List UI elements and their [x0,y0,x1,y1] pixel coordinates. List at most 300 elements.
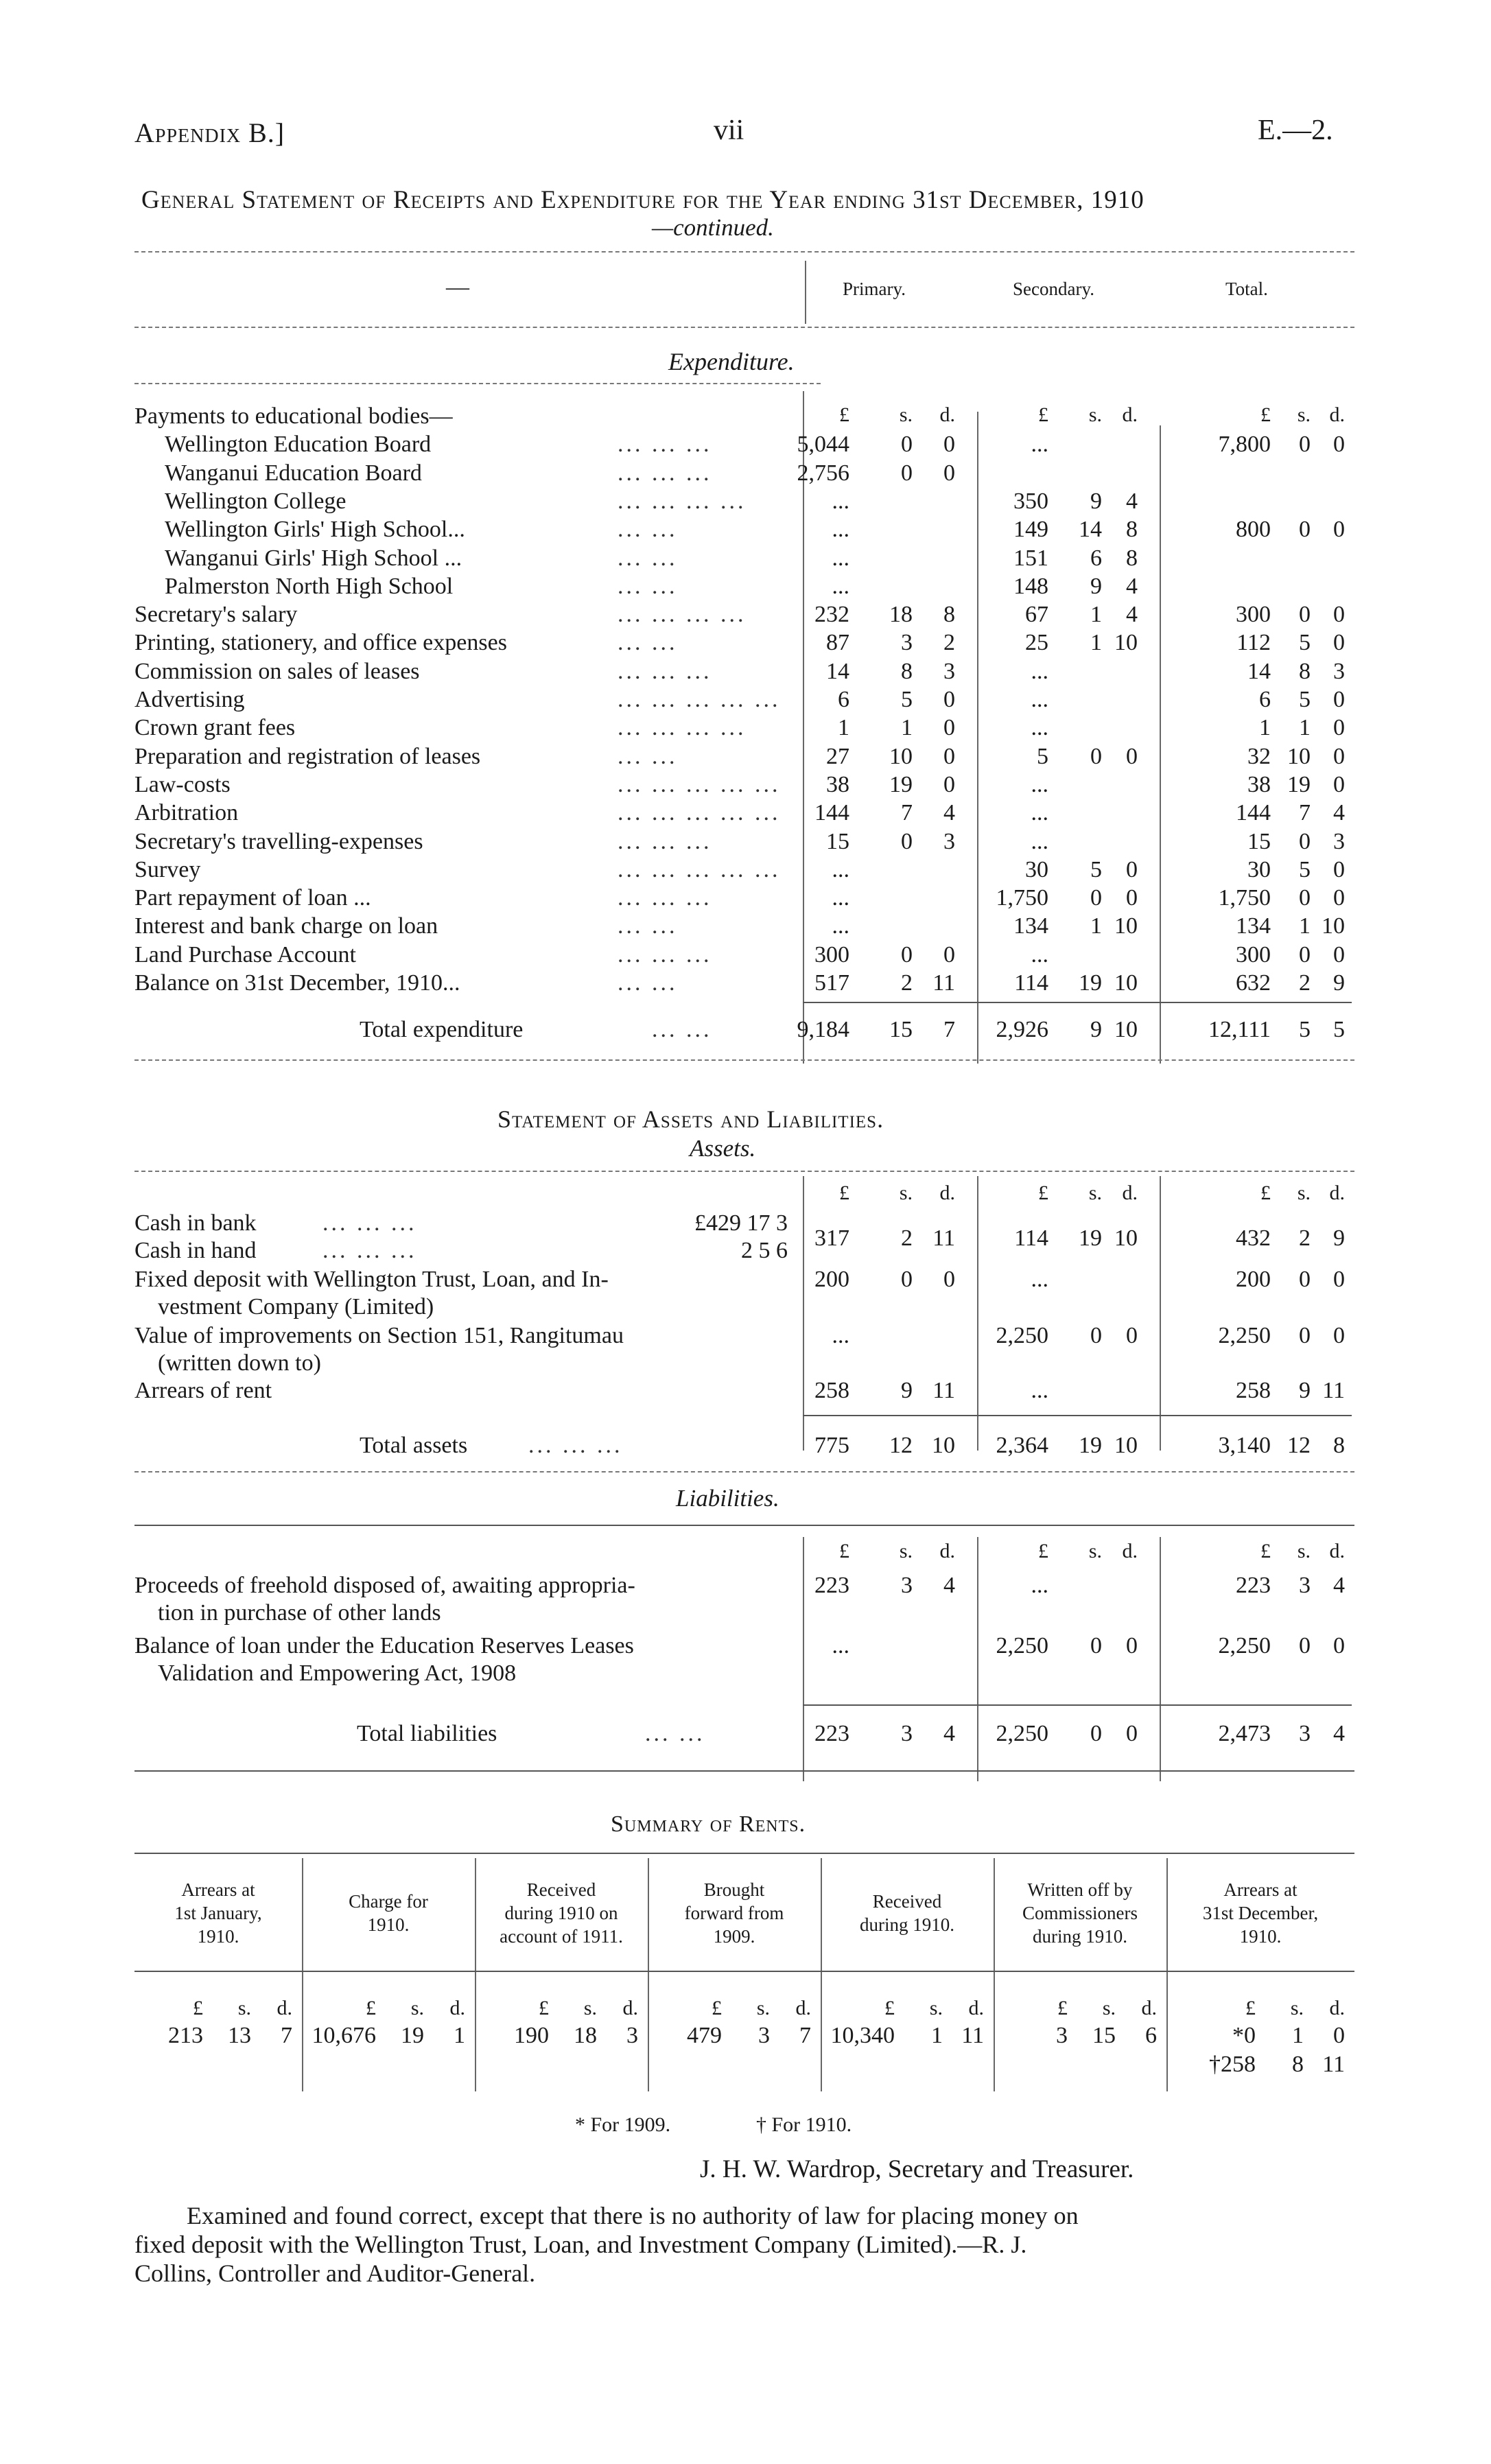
liability-row-label-continued: Validation and Empowering Act, 1908 [158,1661,517,1686]
liabilities-rule [134,1525,1354,1526]
expenditure-row-s-value: 134 [1013,913,1048,939]
asset-row-t-value: 11 [1322,1378,1345,1403]
expenditure-row-label: Secretary's travelling-expenses [134,828,423,854]
expenditure-row-p-value: 0 [901,828,913,854]
expenditure-row-label: Wanganui Girls' High School ... [165,545,462,571]
expenditure-row-p-value: 19 [889,771,913,797]
rents-arrears-1910-value: 8 [1292,2052,1304,2077]
header-rule-top [134,251,1354,253]
expenditure-row-leader: ... ... ... ... ... [618,687,781,712]
rents-column-header: during 1910. [860,1914,954,1935]
rents-pound-header: £ [712,1997,722,2019]
expenditure-row-s-value: 114 [1014,970,1048,996]
expenditure-row-t-value: 0 [1333,517,1345,543]
expenditure-row-p-value: 27 [826,743,849,769]
expenditure-row-t-value: 0 [1333,687,1345,712]
rents-value: 7 [281,2023,292,2048]
expenditure-row-t-value: 2 [1299,970,1311,996]
assets-s-shillings-header: s. [1088,1182,1102,1204]
secondary-column-divider [977,412,978,1064]
expenditure-row-t-value: 0 [1333,715,1345,741]
expenditure-row-label: Printing, stationery, and office expenses [134,630,507,656]
rents-pence-header: d. [449,1997,465,2019]
expenditure-row-p-value: 6 [838,687,849,712]
rents-heading: Summary of Rents. [611,1811,806,1837]
rents-column-header: Received [526,1879,596,1900]
expenditure-row-s-value: 25 [1025,630,1048,656]
total-liabilities-t-value: 4 [1333,1721,1345,1746]
column-header-total: Total. [1225,279,1268,299]
expenditure-row-label: Crown grant fees [134,715,296,741]
expenditure-row-s-value: ... [1031,432,1048,458]
column-header-dash: — [446,274,469,300]
rents-column-header: 1910. [1239,1926,1282,1947]
expenditure-row-s-value: 0 [1126,885,1138,911]
expenditure-row-t-value: 6 [1259,687,1271,712]
expenditure-row-p-value: 0 [943,715,955,741]
expenditure-row-s-value: 8 [1126,545,1138,571]
expenditure-row-label: Commission on sales of leases [134,658,420,684]
expenditure-row-p-value: 8 [901,658,913,684]
rents-arrears-1910-value: 11 [1322,2052,1345,2077]
rents-pound-header: £ [539,1997,549,2019]
expenditure-row-t-value: 3 [1333,658,1345,684]
report-reference: E.—2. [1258,115,1333,146]
cash-s-value: 114 [1014,1225,1048,1251]
audit-note-line-3: Collins, Controller and Auditor-General. [134,2260,536,2287]
expenditure-row-t-value: 1 [1299,715,1311,741]
expenditure-row-p-value: ... [832,488,849,514]
expenditure-row-p-value: 87 [826,630,849,656]
expenditure-row-t-value: 10 [1287,743,1311,769]
expenditure-p-pound-header: £ [839,403,849,426]
expenditure-row-t-value: 0 [1333,602,1345,628]
expenditure-row-p-value: 5 [901,687,913,712]
expenditure-row-label: Interest and bank charge on loan [134,913,438,939]
expenditure-row-t-value: 3 [1333,828,1345,854]
expenditure-row-p-value: 1 [901,715,913,741]
expenditure-row-s-value: 67 [1025,602,1048,628]
cash-p-value: 317 [814,1225,849,1251]
total-assets-leader: ... ... ... [528,1433,623,1458]
rents-value: 10,676 [312,2023,376,2048]
expenditure-row-t-value: 0 [1333,743,1345,769]
expenditure-row-t-value: 0 [1333,941,1345,967]
column-header-secondary: Secondary. [1013,279,1094,299]
rents-column-header: Commissioners [1022,1903,1138,1923]
total-liabilities-p-value: 4 [943,1721,955,1746]
expenditure-row-leader: ... ... [618,573,678,599]
rents-column-header: Charge for [349,1891,428,1912]
expenditure-row-s-value: 30 [1025,856,1048,882]
expenditure-row-p-value: 2,756 [797,460,849,486]
assets-total-rule [803,1415,1352,1416]
total-expenditure-t-value: 5 [1333,1017,1345,1042]
rents-column-header: account of 1911. [500,1926,623,1947]
cash-s-value: 10 [1114,1225,1138,1251]
assets-p-pence-header: d. [939,1182,955,1204]
cash-t-value: 9 [1333,1225,1345,1251]
total-liabilities-t-value: 2,473 [1218,1721,1271,1746]
asset-row-p-value: ... [832,1323,849,1348]
expenditure-bottom-rule [134,1059,1354,1061]
assets-s-pence-header: d. [1122,1182,1138,1204]
cash-in-hand-label: Cash in hand [134,1238,257,1263]
expenditure-row-t-value: 8 [1299,658,1311,684]
expenditure-row-t-value: 5 [1299,856,1311,882]
asset-row-t-value: 0 [1299,1267,1311,1292]
asset-row-t-value: 200 [1236,1267,1271,1292]
cash-in-hand-amount: 2 5 6 [741,1238,788,1263]
rents-pound-header: £ [1245,1997,1256,2019]
expenditure-s-pound-header: £ [1038,403,1048,426]
liability-row-t-value: 0 [1299,1633,1311,1658]
expenditure-row-p-value: 2 [943,630,955,656]
expenditure-row-t-value: 5 [1299,687,1311,712]
liability-row-t-value: 2,250 [1218,1633,1271,1658]
total-assets-s-value: 2,364 [996,1433,1048,1458]
expenditure-row-p-value: ... [832,517,849,543]
total-expenditure-t-value: 12,111 [1208,1017,1271,1042]
expenditure-row-label: Wanganui Education Board [165,460,422,486]
rents-value: 6 [1145,2023,1157,2048]
asset-row-p-value: 258 [814,1378,849,1403]
expenditure-row-leader: ... ... [618,630,678,656]
total-liabilities-label: Total liabilities [357,1721,497,1746]
total-liabilities-s-value: 0 [1126,1721,1138,1746]
liability-row-s-value: 2,250 [996,1633,1048,1658]
liabilities-heading: Liabilities. [676,1485,779,1512]
liabilities-t-shillings-header: s. [1297,1540,1311,1562]
rents-column-header: 31st December, [1202,1903,1319,1923]
rents-column-header: Arrears at [1223,1879,1298,1900]
expenditure-row-t-value: 19 [1287,771,1311,797]
total-column-divider [1160,425,1161,1064]
expenditure-row-s-value: 4 [1126,602,1138,628]
expenditure-row-leader: ... ... [618,517,678,543]
expenditure-row-p-value: 4 [943,800,955,826]
expenditure-row-leader: ... ... [618,970,678,996]
expenditure-row-p-value: ... [832,573,849,599]
expenditure-row-s-value: 5 [1037,743,1048,769]
expenditure-row-p-value: 3 [901,630,913,656]
rents-value: 1 [931,2023,943,2048]
rents-shillings-header: s. [1290,1997,1304,2019]
expenditure-row-s-value: 6 [1090,545,1102,571]
rents-value: 13 [228,2023,251,2048]
expenditure-row-p-value: 0 [901,460,913,486]
expenditure-row-s-value: 9 [1090,573,1102,599]
audit-note-line-2: fixed deposit with the Wellington Trust, Loan, and Investment Company (Limited).—R. J. [134,2231,1027,2258]
asset-row-s-value: ... [1031,1267,1048,1292]
expenditure-row-label: Preparation and registration of leases [134,743,481,769]
total-expenditure-p-value: 15 [889,1017,913,1042]
expenditure-row-s-value: ... [1031,771,1048,797]
liability-row-label: Proceeds of freehold disposed of, awaiting appropria- [134,1573,635,1598]
liability-row-p-value: 223 [814,1573,849,1598]
expenditure-row-label: Arbitration [134,800,239,826]
expenditure-s-shillings-header: s. [1088,403,1102,426]
expenditure-row-t-value: 0 [1299,602,1311,628]
rents-shillings-header: s. [756,1997,770,2019]
expenditure-row-t-value: 0 [1299,517,1311,543]
asset-row-t-value: 0 [1333,1267,1345,1292]
rents-value: 3 [1056,2023,1068,2048]
rents-column-header: Arrears at [181,1879,255,1900]
expenditure-row-p-value: 0 [943,460,955,486]
asset-row-label: Value of improvements on Section 151, Rangitumau [134,1323,624,1348]
assets-t-pound-header: £ [1260,1182,1271,1204]
asset-row-s-value: ... [1031,1378,1048,1403]
assets-p-shillings-header: s. [899,1182,913,1204]
asset-row-p-value: 0 [943,1267,955,1292]
rents-shillings-header: s. [410,1997,424,2019]
expenditure-row-t-value: 300 [1236,941,1271,967]
asset-row-label-continued: (written down to) [158,1350,321,1376]
expenditure-row-t-value: 15 [1247,828,1271,854]
statement-title-continued: —continued. [652,214,774,241]
expenditure-row-t-value: 32 [1247,743,1271,769]
expenditure-row-t-value: 0 [1333,432,1345,458]
cash-t-value: 2 [1299,1225,1311,1251]
rents-value: 213 [168,2023,203,2048]
liabilities-p-shillings-header: s. [899,1540,913,1562]
rents-value: 18 [574,2023,597,2048]
expenditure-row-t-value: 0 [1299,828,1311,854]
rents-value: 3 [626,2023,638,2048]
expenditure-row-t-value: 0 [1333,630,1345,656]
expenditure-row-t-value: 14 [1247,658,1271,684]
rents-column-header: during 1910. [1033,1926,1127,1947]
expenditure-row-s-value: 1 [1090,630,1102,656]
expenditure-row-p-value: 0 [943,687,955,712]
assets-total-divider [1160,1176,1161,1451]
rents-arrears-1910-value: †258 [1209,2052,1256,2077]
expenditure-t-pound-header: £ [1260,403,1271,426]
cash-p-value: 11 [932,1225,955,1251]
expenditure-row-p-value: 5,044 [797,432,849,458]
expenditure-p-pence-header: d. [939,403,955,426]
cash-s-value: 19 [1079,1225,1102,1251]
expenditure-total-rule [803,1002,1352,1003]
footnote-1909: * For 1909. [575,2113,671,2136]
expenditure-row-leader: ... ... ... ... ... [618,856,781,882]
rents-pence-header: d. [968,1997,984,2019]
rents-column-header: Received [872,1891,942,1912]
total-assets-t-value: 3,140 [1218,1433,1271,1458]
cash-in-bank-label: Cash in bank [134,1210,257,1236]
expenditure-row-t-value: 38 [1247,771,1271,797]
header-rule-bottom [134,327,1354,328]
total-liabilities-p-value: 223 [814,1721,849,1746]
total-expenditure-s-value: 2,926 [996,1017,1048,1042]
expenditure-row-t-value: 1,750 [1218,885,1271,911]
total-assets-label: Total assets [360,1433,468,1458]
liability-row-t-value: 4 [1333,1573,1345,1598]
rents-column-header: during 1910 on [504,1903,618,1923]
expenditure-row-t-value: 300 [1236,602,1271,628]
liability-row-s-value: ... [1031,1573,1048,1598]
assets-secondary-divider [977,1176,978,1451]
rents-pence-header: d. [1141,1997,1157,2019]
expenditure-row-t-value: 0 [1299,432,1311,458]
column-divider [805,261,806,324]
expenditure-row-p-value: 1 [838,715,849,741]
expenditure-row-s-value: 14 [1079,517,1102,543]
expenditure-rule [134,383,821,384]
expenditure-row-p-value: 232 [814,602,849,628]
expenditure-row-s-value: ... [1031,658,1048,684]
expenditure-row-p-value: ... [832,856,849,882]
expenditure-row-leader: ... ... ... [618,460,712,486]
liabilities-total-divider [1160,1537,1161,1781]
rents-value: 15 [1092,2023,1116,2048]
assets-primary-divider [803,1176,804,1451]
expenditure-row-s-value: 0 [1126,743,1138,769]
expenditure-row-p-value: 11 [932,970,955,996]
expenditure-row-s-value: ... [1031,941,1048,967]
expenditure-row-t-value: 112 [1236,630,1271,656]
rents-value: *0 [1232,2023,1256,2048]
total-liabilities-s-value: 2,250 [996,1721,1048,1746]
rents-rule-top [134,1853,1354,1854]
rents-value: 190 [514,2023,549,2048]
expenditure-row-t-value: 4 [1333,800,1345,826]
expenditure-row-s-value: 148 [1013,573,1048,599]
expenditure-row-leader: ... ... ... [618,828,712,854]
page-number: vii [714,115,744,146]
liabilities-secondary-divider [977,1537,978,1781]
asset-row-p-value: 200 [814,1267,849,1292]
cash-t-value: 432 [1236,1225,1271,1251]
rents-column-header: 1910. [367,1914,410,1935]
total-liabilities-s-value: 0 [1090,1721,1102,1746]
expenditure-row-p-value: ... [832,545,849,571]
asset-row-t-value: 0 [1333,1323,1345,1348]
rents-shillings-header: s. [583,1997,597,2019]
rents-pence-header: d. [622,1997,638,2019]
total-expenditure-leader: ... ... [652,1017,712,1042]
expenditure-row-label: Secretary's salary [134,602,298,628]
total-assets-p-value: 775 [814,1433,849,1458]
total-expenditure-label: Total expenditure [360,1017,524,1042]
asset-row-label: Fixed deposit with Wellington Trust, Loan, and In- [134,1267,609,1292]
liability-row-p-value: ... [832,1633,849,1658]
rents-value: 10,340 [830,2023,895,2048]
expenditure-row-s-value: 1,750 [996,885,1048,911]
rents-value: 7 [799,2023,811,2048]
expenditure-row-s-value: 0 [1126,856,1138,882]
expenditure-row-s-value: ... [1031,687,1048,712]
expenditure-row-label: Balance on 31st December, 1910... [134,970,460,996]
expenditure-row-s-value: 10 [1114,630,1138,656]
assets-s-pound-header: £ [1038,1182,1048,1204]
liability-row-s-value: 0 [1090,1633,1102,1658]
total-assets-t-value: 12 [1287,1433,1311,1458]
expenditure-row-s-value: 1 [1090,913,1102,939]
expenditure-row-label: Law-costs [134,771,231,797]
asset-row-t-value: 258 [1236,1378,1271,1403]
expenditure-row-leader: ... ... ... [618,658,712,684]
expenditure-row-s-value: 0 [1090,885,1102,911]
rents-value: 11 [961,2023,984,2048]
liabilities-p-pence-header: d. [939,1540,955,1562]
expenditure-row-p-value: 144 [814,800,849,826]
liability-row-t-value: 3 [1299,1573,1311,1598]
rents-column-header: forward from [684,1903,784,1923]
assets-p-pound-header: £ [839,1182,849,1204]
rents-shillings-header: s. [929,1997,943,2019]
expenditure-row-t-value: 7 [1299,800,1311,826]
liability-row-label: Balance of loan under the Education Reserves Leases [134,1633,634,1658]
expenditure-row-label: Part repayment of loan ... [134,885,371,911]
liability-row-label-continued: tion in purchase of other lands [158,1600,441,1626]
total-expenditure-p-value: 7 [943,1017,955,1042]
expenditure-row-p-value: 0 [901,432,913,458]
rents-pence-header: d. [1329,1997,1345,2019]
liability-row-t-value: 223 [1236,1573,1271,1598]
expenditure-row-t-value: 30 [1247,856,1271,882]
expenditure-t-pence-header: d. [1329,403,1345,426]
signature: J. H. W. Wardrop, Secretary and Treasurer. [700,2155,1134,2183]
expenditure-row-t-value: 0 [1333,885,1345,911]
expenditure-row-p-value: 0 [901,941,913,967]
expenditure-row-label: Land Purchase Account [134,941,356,967]
assets-liabilities-heading: Statement of Assets and Liabilities. [497,1105,884,1133]
expenditure-row-p-value: 0 [943,771,955,797]
liabilities-p-pound-header: £ [839,1540,849,1562]
total-expenditure-t-value: 5 [1299,1017,1311,1042]
expenditure-s-pence-header: d. [1122,403,1138,426]
liability-row-p-value: 4 [943,1573,955,1598]
liabilities-s-pence-header: d. [1122,1540,1138,1562]
asset-row-p-value: 0 [901,1267,913,1292]
liabilities-t-pence-header: d. [1329,1540,1345,1562]
total-liabilities-p-value: 3 [901,1721,913,1746]
expenditure-row-s-value: 4 [1126,573,1138,599]
expenditure-row-leader: ... ... ... ... ... [618,771,781,797]
expenditure-row-label: Survey [134,856,201,882]
expenditure-row-t-value: 144 [1236,800,1271,826]
total-assets-p-value: 12 [889,1433,913,1458]
asset-row-label-continued: vestment Company (Limited) [158,1294,434,1319]
cash-in-hand-leader: ... ... ... [322,1238,417,1263]
expenditure-row-s-value: 1 [1090,602,1102,628]
expenditure-row-s-value: 10 [1114,913,1138,939]
expenditure-row-leader: ... ... ... ... ... [618,800,781,826]
rents-column-header: Written off by [1027,1879,1133,1900]
liabilities-primary-divider [803,1537,804,1781]
expenditure-row-label: Palmerston North High School [165,573,454,599]
cash-p-value: 2 [901,1225,913,1251]
expenditure-row-leader: ... ... [618,743,678,769]
liabilities-t-pound-header: £ [1260,1540,1271,1562]
rents-pound-header: £ [1057,1997,1068,2019]
expenditure-row-p-value: 300 [814,941,849,967]
expenditure-row-s-value: 5 [1090,856,1102,882]
rents-value: 0 [1333,2023,1345,2048]
expenditure-row-s-value: 10 [1114,970,1138,996]
assets-t-pence-header: d. [1329,1182,1345,1204]
rents-column-header: 1910. [197,1926,239,1947]
audit-note-line-1: Examined and found correct, except that there is no authority of law for placing money on [187,2202,1079,2229]
expenditure-row-s-value: ... [1031,828,1048,854]
total-expenditure-s-value: 10 [1114,1017,1138,1042]
expenditure-row-p-value: 38 [826,771,849,797]
expenditure-row-leader: ... ... [618,913,678,939]
rents-value: 1 [1292,2023,1304,2048]
expenditure-row-s-value: ... [1031,715,1048,741]
